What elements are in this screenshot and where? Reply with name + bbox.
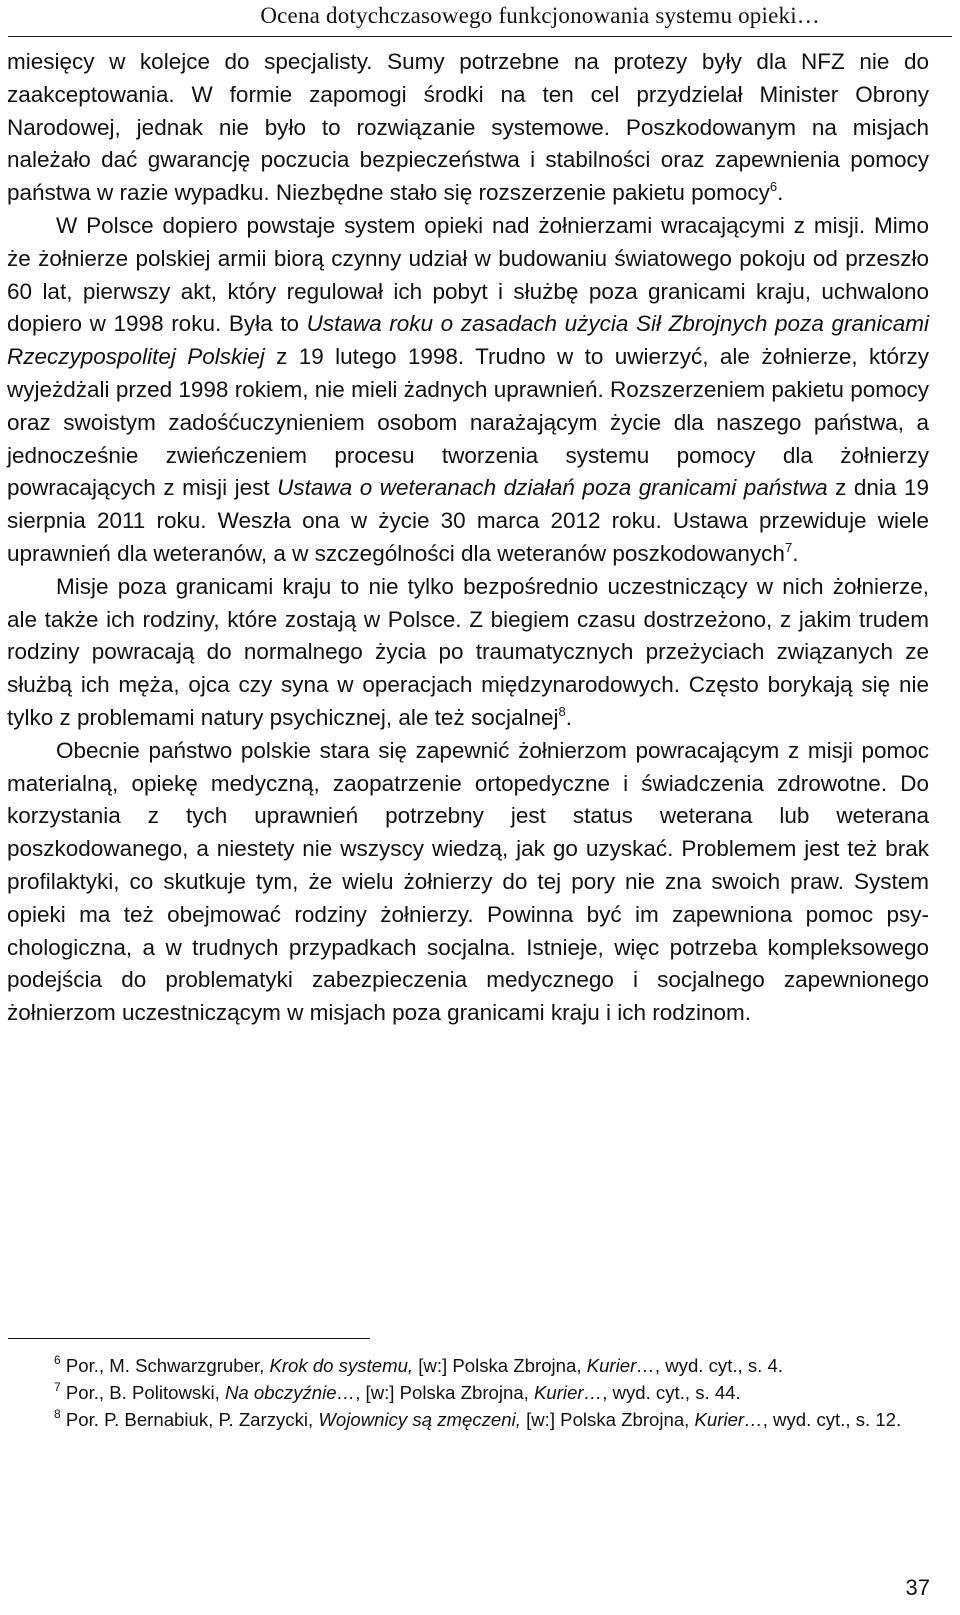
page-number: 37 bbox=[905, 1575, 930, 1600]
text-run: z dnia 19 sierpnia 2011 roku. Weszła ona w życie 30 marca 2012 roku. Ustawa przewiduje wiele uprawnień dla weteranów, a w szczególności dla weteranów poszkodowanych bbox=[7, 475, 929, 566]
text-run: [w:] Polska Zbrojna, bbox=[520, 1409, 695, 1431]
text-run: Por. P. Bernabiuk, P. Zarzycki, bbox=[60, 1409, 319, 1431]
cited-title: Krok do systemu, bbox=[269, 1355, 414, 1376]
header-rule bbox=[8, 36, 952, 37]
text-run: , wyd. cyt., s. 12. bbox=[762, 1409, 902, 1431]
text-run: Misje poza granicami kraju to nie tylko bezpośrednio uczestniczący w nich żołnierze, ale także ich rodziny, które zostają w Polsce. Z biegiem czasu dostrzeżono, z jakim trudem rodziny powracają do normalnego życia po traumatycznych przeżyciach związanych ze służbą ich męża, ojca czy syna w operacjach międzynarodowych. Często borykają się nie tylko z problemami natury psychicznej, ale też socjalnej bbox=[7, 573, 929, 730]
footnote-number: 7 bbox=[54, 1380, 61, 1395]
text-run: . bbox=[792, 540, 799, 566]
paragraph-2 bbox=[7, 210, 929, 571]
cited-source: Kurier… bbox=[586, 1355, 655, 1376]
footnote-number: 6 bbox=[54, 1353, 61, 1367]
text-run: Por., B. Politowski, bbox=[60, 1382, 225, 1404]
running-header: Ocena dotychczasowego funkcjonowania systemu opieki… bbox=[260, 3, 820, 28]
text-run: Por., M. Schwarzgruber, bbox=[60, 1355, 270, 1376]
paragraph-4: Obecnie państwo polskie stara się zapewnić żołnierzom powracającym z misji pomoc materialną, opiekę medyczną, zaopatrzenie ortopedyczne i świadczenia zdrowotne. Do korzystania z tych uprawnień potrzebny jest status weterana lub weterana poszkodowanego, a niestety nie wszyscy wiedzą, jak go uzyskać. Problemem jest też brak profilaktyki, co skutkuje tym, że wielu żołnierzy do tej pory nie zna swoich praw. System opieki ma też obejmować rodziny żołnierzy. Powinna być im zapewniona pomoc psychologiczna, a w trudnych przypadkach socjalna. Istnieje, więc potrzeba kompleksowego podejścia do problematyki zabezpieczenia medycznego i socjalnego zapewnionego żołnierzom uczestniczącym w misjach poza granicami kraju i ich rodzinom. bbox=[7, 737, 929, 1026]
footnote-separator bbox=[8, 1338, 370, 1339]
footnote-6 bbox=[7, 1352, 929, 1379]
cited-source: Kurier… bbox=[534, 1382, 603, 1404]
footnote-8 bbox=[7, 1406, 929, 1433]
text-run: z 19 lutego 1998. Trudno w to uwierzyć, ale żołnierze, którzy wyjeżdżali przed 1998 rokiem, nie mieli żadnych uprawnień. Rozszerzeniem pakietu pomocy oraz swoistym zadośćuczynieniem osobom narażającym życie dla naszego państwa, a jednocześnie zwieńczeniem procesu tworzenia systemu pomocy dla żołnierzy powracających z misji jest bbox=[7, 344, 930, 501]
footnote-ref-6[interactable]: 6 bbox=[769, 179, 778, 195]
text-run: , [w:] Polska Zbrojna, bbox=[355, 1382, 534, 1404]
cited-title: Wojownicy są zmęczeni, bbox=[318, 1409, 521, 1431]
paragraph-1 bbox=[7, 46, 929, 210]
paragraph-3 bbox=[7, 571, 929, 735]
text-run: [w:] Polska Zbrojna, bbox=[413, 1355, 587, 1376]
text-run: , wyd. cyt., s. 44. bbox=[602, 1382, 741, 1404]
footnote-number: 8 bbox=[54, 1407, 61, 1422]
footnote-ref-7[interactable]: 7 bbox=[784, 539, 793, 555]
body-text bbox=[7, 46, 929, 1030]
law-title-1998: Ustawa roku o zasadach użycia Sił Zbrojnych poza granicami Rzeczypospolitej Polskiej bbox=[7, 311, 929, 370]
footnote-7 bbox=[7, 1379, 929, 1406]
text-run: miesięcy w kolejce do specjalisty. Sumy potrzebne na protezy były dla NFZ nie do zaakceptowania. W formie zapomogi środki na ten cel przydzielał Minister Obrony Narodowej, jednak nie było to rozwiązanie systemowe. Poszkodowanym na misjach należało dać gwarancję poczucia bezpieczeństwa i stabilności oraz zapewnienia pomocy państwa w razie wypadku. Niezbędne stało się rozszerzenie pakietu pomocy bbox=[7, 49, 929, 206]
text-run: . bbox=[777, 180, 784, 206]
cited-source: Kurier… bbox=[694, 1409, 763, 1431]
footnotes bbox=[7, 1352, 929, 1434]
text-run: . bbox=[565, 704, 572, 730]
text-run: W Polsce dopiero powstaje system opieki nad żołnierzami wracającymi z misji. Mimo że żołnierze polskiej armii biorą czynny udział w budowaniu światowego pokoju od przeszło 60 lat, pierwszy akt, który regulował ich pobyt i służbę poza granicami kraju, uchwalono dopiero w 1998 roku. Była to bbox=[7, 212, 929, 337]
cited-title: Na obczyźnie… bbox=[225, 1382, 356, 1404]
text-run: , wyd. cyt., s. 4. bbox=[654, 1355, 784, 1376]
footnote-ref-8[interactable]: 8 bbox=[558, 703, 566, 719]
law-title-2011: Ustawa o weteranach działań poza granicami państwa bbox=[277, 475, 828, 501]
